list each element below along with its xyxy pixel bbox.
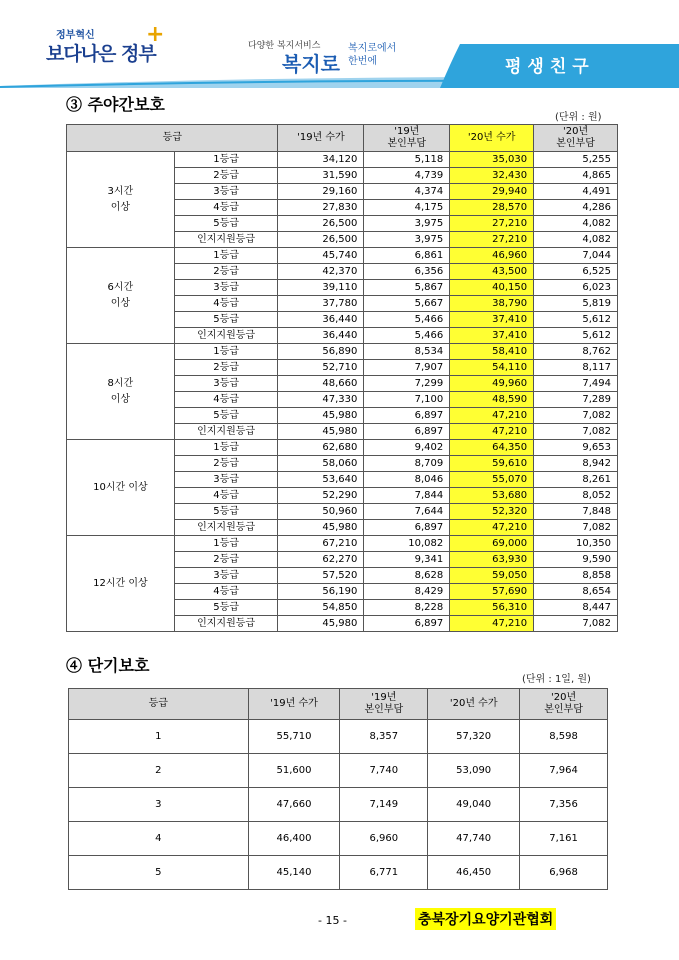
- value-cell: 53,090: [428, 754, 520, 788]
- value-cell: 57,320: [428, 720, 520, 754]
- value-cell: 49,960: [450, 376, 534, 392]
- value-cell: 54,110: [450, 360, 534, 376]
- value-cell: 47,210: [450, 408, 534, 424]
- group-label: 6시간 이상: [67, 248, 175, 344]
- value-cell: 27,210: [450, 216, 534, 232]
- value-cell: 47,330: [278, 392, 364, 408]
- grade-cell: 2등급: [174, 456, 278, 472]
- value-cell: 9,590: [534, 552, 618, 568]
- government-innovation-logo: [40, 22, 165, 72]
- value-cell: 27,210: [450, 232, 534, 248]
- value-cell: 8,654: [534, 584, 618, 600]
- grade-cell: 5등급: [174, 600, 278, 616]
- page-header: [0, 0, 679, 88]
- grade-cell: 인지지원등급: [174, 520, 278, 536]
- value-cell: 5,255: [534, 152, 618, 168]
- value-cell: 8,447: [534, 600, 618, 616]
- value-cell: 8,261: [534, 472, 618, 488]
- value-cell: 6,861: [364, 248, 450, 264]
- value-cell: 45,740: [278, 248, 364, 264]
- value-cell: 4,374: [364, 184, 450, 200]
- value-cell: 47,210: [450, 616, 534, 632]
- value-cell: 46,450: [428, 856, 520, 890]
- value-cell: 4,865: [534, 168, 618, 184]
- value-cell: 37,410: [450, 328, 534, 344]
- value-cell: 31,590: [278, 168, 364, 184]
- value-cell: 7,964: [520, 754, 608, 788]
- value-cell: 4,286: [534, 200, 618, 216]
- grade-cell: 5등급: [174, 504, 278, 520]
- grade-cell: 3: [69, 788, 249, 822]
- table-row: [67, 536, 618, 552]
- column-header: '19년 본인부담: [340, 689, 428, 720]
- value-cell: 4,175: [364, 200, 450, 216]
- value-cell: 56,190: [278, 584, 364, 600]
- grade-cell: 1등급: [174, 344, 278, 360]
- grade-cell: 3등급: [174, 184, 278, 200]
- value-cell: 4,082: [534, 232, 618, 248]
- value-cell: 5,612: [534, 312, 618, 328]
- value-cell: 7,082: [534, 424, 618, 440]
- value-cell: 62,270: [278, 552, 364, 568]
- value-cell: 4,739: [364, 168, 450, 184]
- group-label: 12시간 이상: [67, 536, 175, 632]
- bokjiro-side-line2: 한번에: [348, 56, 377, 67]
- grade-cell: 1: [69, 720, 249, 754]
- value-cell: 67,210: [278, 536, 364, 552]
- column-header: '19년 수가: [278, 125, 364, 152]
- value-cell: 8,046: [364, 472, 450, 488]
- value-cell: 58,410: [450, 344, 534, 360]
- value-cell: 34,120: [278, 152, 364, 168]
- bokjiro-side-text: [348, 42, 396, 68]
- group-label: 3시간 이상: [67, 152, 175, 248]
- value-cell: 5,466: [364, 312, 450, 328]
- value-cell: 35,030: [450, 152, 534, 168]
- value-cell: 7,082: [534, 520, 618, 536]
- organization-name: 충북장기요양기관협회: [415, 908, 556, 930]
- grade-cell: 5등급: [174, 216, 278, 232]
- grade-cell: 3등급: [174, 280, 278, 296]
- value-cell: 5,118: [364, 152, 450, 168]
- value-cell: 62,680: [278, 440, 364, 456]
- unit-label-day-night: (단위 : 원): [555, 112, 602, 123]
- grade-cell: 3등급: [174, 472, 278, 488]
- value-cell: 47,660: [248, 788, 340, 822]
- value-cell: 26,500: [278, 216, 364, 232]
- value-cell: 43,500: [450, 264, 534, 280]
- value-cell: 8,709: [364, 456, 450, 472]
- section-title-short-term-care: ④ 단기보호: [66, 656, 150, 675]
- value-cell: 5,867: [364, 280, 450, 296]
- value-cell: 3,975: [364, 232, 450, 248]
- value-cell: 52,710: [278, 360, 364, 376]
- value-cell: 8,117: [534, 360, 618, 376]
- grade-cell: 인지지원등급: [174, 328, 278, 344]
- grade-cell: 3등급: [174, 568, 278, 584]
- table-row: [69, 856, 608, 890]
- value-cell: 6,525: [534, 264, 618, 280]
- value-cell: 48,660: [278, 376, 364, 392]
- value-cell: 49,040: [428, 788, 520, 822]
- grade-cell: 4등급: [174, 200, 278, 216]
- value-cell: 69,000: [450, 536, 534, 552]
- grade-cell: 5: [69, 856, 249, 890]
- bokjiro-tagline: 다양한 복지서비스: [248, 41, 321, 51]
- value-cell: 50,960: [278, 504, 364, 520]
- value-cell: 64,350: [450, 440, 534, 456]
- bokjiro-logo: [248, 38, 418, 76]
- grade-cell: 4: [69, 822, 249, 856]
- value-cell: 40,150: [450, 280, 534, 296]
- value-cell: 55,710: [248, 720, 340, 754]
- value-cell: 32,430: [450, 168, 534, 184]
- value-cell: 7,740: [340, 754, 428, 788]
- value-cell: 4,491: [534, 184, 618, 200]
- value-cell: 7,149: [340, 788, 428, 822]
- value-cell: 7,844: [364, 488, 450, 504]
- value-cell: 9,653: [534, 440, 618, 456]
- value-cell: 6,897: [364, 616, 450, 632]
- value-cell: 54,850: [278, 600, 364, 616]
- value-cell: 46,400: [248, 822, 340, 856]
- value-cell: 36,440: [278, 312, 364, 328]
- value-cell: 6,356: [364, 264, 450, 280]
- bokjiro-side-line1: 복지로에서: [348, 43, 397, 54]
- value-cell: 8,858: [534, 568, 618, 584]
- column-header: 등급: [69, 689, 249, 720]
- value-cell: 6,897: [364, 408, 450, 424]
- grade-cell: 4등급: [174, 296, 278, 312]
- logo-main-text: 보다나은 정부: [46, 43, 156, 65]
- value-cell: 39,110: [278, 280, 364, 296]
- value-cell: 57,520: [278, 568, 364, 584]
- value-cell: 5,612: [534, 328, 618, 344]
- value-cell: 38,790: [450, 296, 534, 312]
- grade-cell: 4등급: [174, 392, 278, 408]
- value-cell: 6,897: [364, 424, 450, 440]
- value-cell: 46,960: [450, 248, 534, 264]
- value-cell: 3,975: [364, 216, 450, 232]
- column-header: '20년 본인부담: [534, 125, 618, 152]
- value-cell: 29,160: [278, 184, 364, 200]
- table-row: [69, 720, 608, 754]
- value-cell: 7,100: [364, 392, 450, 408]
- table-row: [67, 152, 618, 168]
- value-cell: 56,310: [450, 600, 534, 616]
- column-header: '20년 본인부담: [520, 689, 608, 720]
- table-row: [67, 440, 618, 456]
- value-cell: 5,819: [534, 296, 618, 312]
- grade-cell: 2: [69, 754, 249, 788]
- short-term-care-fee-table: [68, 688, 608, 890]
- grade-cell: 3등급: [174, 376, 278, 392]
- grade-cell: 2등급: [174, 168, 278, 184]
- value-cell: 29,940: [450, 184, 534, 200]
- column-header: '19년 수가: [248, 689, 340, 720]
- value-cell: 9,402: [364, 440, 450, 456]
- table-row: [69, 788, 608, 822]
- day-night-care-fee-table: [66, 124, 618, 632]
- value-cell: 7,907: [364, 360, 450, 376]
- value-cell: 52,320: [450, 504, 534, 520]
- table-header-row: [69, 689, 608, 720]
- value-cell: 37,780: [278, 296, 364, 312]
- value-cell: 45,980: [278, 424, 364, 440]
- column-header: '20년 수가: [428, 689, 520, 720]
- table-row: [67, 248, 618, 264]
- value-cell: 42,370: [278, 264, 364, 280]
- value-cell: 7,044: [534, 248, 618, 264]
- value-cell: 10,082: [364, 536, 450, 552]
- value-cell: 45,980: [278, 520, 364, 536]
- value-cell: 8,628: [364, 568, 450, 584]
- bokjiro-name: 복지로: [282, 52, 340, 76]
- value-cell: 8,052: [534, 488, 618, 504]
- value-cell: 28,570: [450, 200, 534, 216]
- value-cell: 52,290: [278, 488, 364, 504]
- value-cell: 5,667: [364, 296, 450, 312]
- value-cell: 8,357: [340, 720, 428, 754]
- logo-subtitle: 정부혁신: [56, 30, 95, 41]
- grade-cell: 2등급: [174, 264, 278, 280]
- value-cell: 7,082: [534, 616, 618, 632]
- value-cell: 8,228: [364, 600, 450, 616]
- value-cell: 59,050: [450, 568, 534, 584]
- page-number: - 15 -: [318, 914, 347, 927]
- value-cell: 8,942: [534, 456, 618, 472]
- value-cell: 27,830: [278, 200, 364, 216]
- value-cell: 6,771: [340, 856, 428, 890]
- value-cell: 7,289: [534, 392, 618, 408]
- value-cell: 8,429: [364, 584, 450, 600]
- value-cell: 47,210: [450, 424, 534, 440]
- value-cell: 6,897: [364, 520, 450, 536]
- section-title-day-night-care: ③ 주야간보호: [66, 95, 165, 114]
- value-cell: 26,500: [278, 232, 364, 248]
- value-cell: 4,082: [534, 216, 618, 232]
- group-label: 8시간 이상: [67, 344, 175, 440]
- value-cell: 7,161: [520, 822, 608, 856]
- unit-label-short-term: (단위 : 1일, 원): [522, 674, 591, 685]
- value-cell: 10,350: [534, 536, 618, 552]
- grade-cell: 1등급: [174, 536, 278, 552]
- table-row: [69, 822, 608, 856]
- column-header: 등급: [67, 125, 278, 152]
- value-cell: 59,610: [450, 456, 534, 472]
- value-cell: 8,762: [534, 344, 618, 360]
- value-cell: 53,680: [450, 488, 534, 504]
- value-cell: 7,848: [534, 504, 618, 520]
- grade-cell: 인지지원등급: [174, 424, 278, 440]
- grade-cell: 인지지원등급: [174, 616, 278, 632]
- grade-cell: 1등급: [174, 248, 278, 264]
- grade-cell: 1등급: [174, 152, 278, 168]
- grade-cell: 1등급: [174, 440, 278, 456]
- value-cell: 6,023: [534, 280, 618, 296]
- table-row: [69, 754, 608, 788]
- value-cell: 7,356: [520, 788, 608, 822]
- grade-cell: 2등급: [174, 360, 278, 376]
- column-header: '19년 본인부담: [364, 125, 450, 152]
- value-cell: 53,640: [278, 472, 364, 488]
- value-cell: 45,980: [278, 616, 364, 632]
- value-cell: 47,210: [450, 520, 534, 536]
- value-cell: 63,930: [450, 552, 534, 568]
- value-cell: 7,494: [534, 376, 618, 392]
- value-cell: 37,410: [450, 312, 534, 328]
- plus-icon: +: [146, 22, 165, 47]
- value-cell: 9,341: [364, 552, 450, 568]
- grade-cell: 4등급: [174, 488, 278, 504]
- value-cell: 8,598: [520, 720, 608, 754]
- value-cell: 7,082: [534, 408, 618, 424]
- value-cell: 7,644: [364, 504, 450, 520]
- grade-cell: 2등급: [174, 552, 278, 568]
- value-cell: 56,890: [278, 344, 364, 360]
- value-cell: 58,060: [278, 456, 364, 472]
- grade-cell: 4등급: [174, 584, 278, 600]
- value-cell: 47,740: [428, 822, 520, 856]
- value-cell: 8,534: [364, 344, 450, 360]
- value-cell: 6,968: [520, 856, 608, 890]
- value-cell: 36,440: [278, 328, 364, 344]
- value-cell: 45,980: [278, 408, 364, 424]
- grade-cell: 5등급: [174, 312, 278, 328]
- value-cell: 48,590: [450, 392, 534, 408]
- value-cell: 6,960: [340, 822, 428, 856]
- group-label: 10시간 이상: [67, 440, 175, 536]
- value-cell: 45,140: [248, 856, 340, 890]
- value-cell: 51,600: [248, 754, 340, 788]
- table-row: [67, 344, 618, 360]
- grade-cell: 인지지원등급: [174, 232, 278, 248]
- banner-title: 평생친구: [505, 57, 595, 77]
- grade-cell: 5등급: [174, 408, 278, 424]
- value-cell: 5,466: [364, 328, 450, 344]
- value-cell: 55,070: [450, 472, 534, 488]
- value-cell: 57,690: [450, 584, 534, 600]
- table-header-row: [67, 125, 618, 152]
- column-header: '20년 수가: [450, 125, 534, 152]
- value-cell: 7,299: [364, 376, 450, 392]
